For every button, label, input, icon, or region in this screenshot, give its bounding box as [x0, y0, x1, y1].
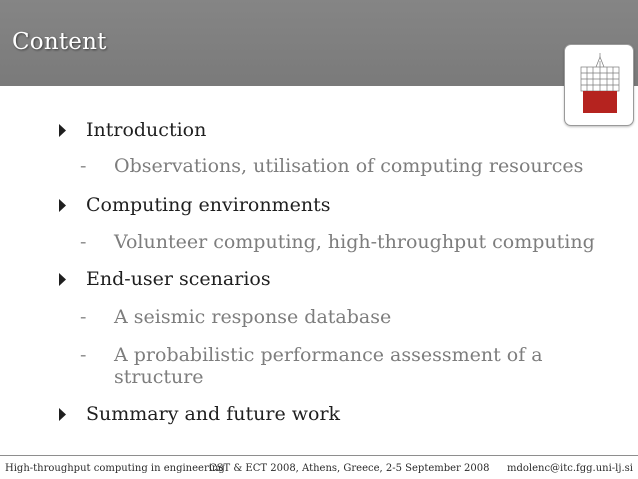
- triangle-bullet-icon: [56, 271, 69, 288]
- sub-item-label: A probabilistic performance assessment of a: [114, 344, 543, 366]
- footer-center: CST & ECT 2008, Athens, Greece, 2-5 September 2008: [209, 463, 490, 474]
- bullet-item-label: Introduction: [86, 119, 207, 141]
- triangle-bullet-icon: [56, 197, 69, 214]
- slide-title: Content: [12, 29, 107, 55]
- dash-marker: -: [80, 231, 87, 253]
- footer-right: mdolenc@itc.fgg.uni-lj.si: [506, 463, 633, 474]
- sub-item-label: structure: [114, 366, 204, 388]
- sub-item: [80, 344, 543, 366]
- sub-item-continuation: [114, 366, 204, 388]
- bullet-item: [56, 403, 340, 425]
- triangle-bullet-icon: [56, 406, 69, 423]
- slide-footer: [0, 455, 638, 479]
- sub-item: [80, 306, 391, 328]
- sub-item-label: Volunteer computing, high-throughput computing: [114, 231, 595, 253]
- sub-item-label: Observations, utilisation of computing resources: [114, 155, 584, 177]
- dash-marker: -: [80, 344, 87, 366]
- bullet-item-label: Computing environments: [86, 194, 331, 216]
- bullet-item: [56, 194, 330, 216]
- bullet-item: [56, 268, 271, 290]
- footer-left: High-throughput computing in engineering: [5, 463, 225, 474]
- sub-item: [80, 231, 595, 253]
- bullet-item-label: Summary and future work: [86, 403, 341, 425]
- sub-item: [80, 155, 583, 177]
- bullet-item-label: End-user scenarios: [86, 268, 271, 290]
- triangle-bullet-icon: [56, 122, 69, 139]
- bullet-item: [56, 119, 206, 141]
- dash-marker: -: [80, 155, 87, 177]
- dash-marker: -: [80, 306, 87, 328]
- sub-item-label: A seismic response database: [114, 306, 392, 328]
